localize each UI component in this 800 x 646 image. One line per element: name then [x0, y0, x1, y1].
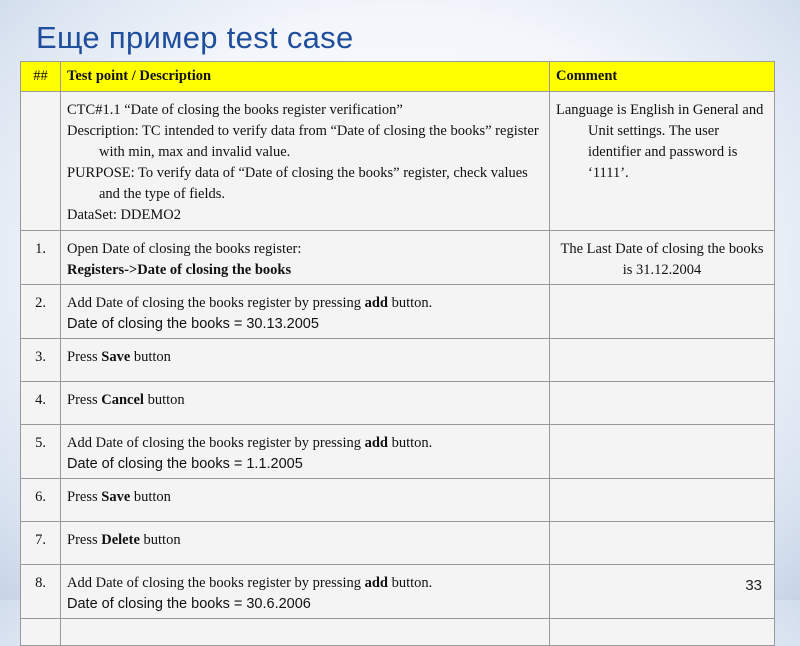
step-keyword: Save: [101, 349, 131, 365]
cell-comment: [550, 565, 775, 619]
table-row: [21, 231, 775, 285]
cell-number: 5.: [21, 425, 61, 479]
cell-number: [21, 619, 61, 646]
step-text-end: button: [139, 532, 181, 548]
table-row: [21, 522, 775, 565]
step-keyword: Save: [101, 489, 131, 505]
cell-description: [61, 619, 550, 646]
cell-comment: [550, 339, 775, 382]
step-keyword: add: [364, 295, 388, 311]
cell-description: [61, 92, 550, 231]
cell-description: [61, 479, 550, 522]
step-value: Date of closing the books = 1.1.2005: [67, 456, 303, 472]
cell-description: [61, 231, 550, 285]
cell-comment: [550, 522, 775, 565]
table-row: [21, 565, 775, 619]
step-keyword: Delete: [101, 532, 140, 548]
step-keyword: add: [364, 575, 388, 591]
comment-text: Language is English in General and Unit settings. The user identifier and password is ‘1111’.: [556, 102, 764, 181]
table-row: [21, 619, 775, 646]
table-row: [21, 285, 775, 339]
table-row: [21, 92, 775, 231]
step-text: Press: [67, 392, 102, 408]
step-value: Date of closing the books = 30.13.2005: [67, 316, 319, 332]
step-text-end: button.: [388, 295, 433, 311]
cell-number: 1.: [21, 231, 61, 285]
step-path: Registers->Date of closing the books: [67, 262, 292, 278]
step-text-end: button.: [388, 575, 433, 591]
step-text: Add Date of closing the books register by pressing: [67, 575, 365, 591]
cell-description: [61, 425, 550, 479]
cell-number: 7.: [21, 522, 61, 565]
table-row: [21, 382, 775, 425]
step-text: Add Date of closing the books register by pressing: [67, 435, 365, 451]
step-text-end: button: [130, 349, 171, 365]
cell-number: 3.: [21, 339, 61, 382]
comment-text: The Last Date of closing the books is 31.12.2004: [560, 241, 764, 278]
test-case-table: [20, 61, 775, 646]
cell-comment: [550, 92, 775, 231]
header-description: Test point / Description: [61, 62, 550, 92]
table-header-row: [21, 62, 775, 92]
cell-description: [61, 339, 550, 382]
cell-comment: [550, 231, 775, 285]
cell-comment: [550, 285, 775, 339]
header-comment: Comment: [550, 62, 775, 92]
cell-comment: [550, 479, 775, 522]
cell-number: 4.: [21, 382, 61, 425]
cell-comment: [550, 425, 775, 479]
slide-title: Еще пример test case: [36, 20, 354, 55]
step-text: Open Date of closing the books register:: [67, 241, 302, 257]
page-number: 33: [745, 577, 762, 594]
step-text-end: button: [130, 489, 171, 505]
cell-comment: [550, 382, 775, 425]
step-text: Add Date of closing the books register by pressing: [67, 295, 365, 311]
test-case-dataset: DataSet: DDEMO2: [67, 207, 181, 223]
step-text: Press: [67, 349, 102, 365]
table-row: [21, 479, 775, 522]
cell-description: [61, 565, 550, 619]
step-text-end: button.: [388, 435, 433, 451]
cell-comment: [550, 619, 775, 646]
header-number: ##: [21, 62, 61, 92]
step-text: Press: [67, 489, 102, 505]
cell-number: 8.: [21, 565, 61, 619]
step-text-end: button: [143, 392, 185, 408]
step-text: Press: [67, 532, 102, 548]
test-case-purpose: PURPOSE: To verify data of “Date of closing the books” register, check values and the type of fields.: [67, 165, 528, 202]
test-case-id: CTC#1.1 “Date of closing the books register verification”: [67, 102, 403, 118]
cell-description: [61, 382, 550, 425]
cell-number: [21, 92, 61, 231]
table-row: [21, 425, 775, 479]
step-keyword: Cancel: [101, 392, 144, 408]
step-value: Date of closing the books = 30.6.2006: [67, 596, 311, 612]
cell-number: 6.: [21, 479, 61, 522]
cell-description: [61, 285, 550, 339]
cell-description: [61, 522, 550, 565]
table-row: [21, 339, 775, 382]
cell-number: 2.: [21, 285, 61, 339]
step-keyword: add: [364, 435, 388, 451]
test-case-description: Description: TC intended to verify data from “Date of closing the books” register with min, max and invalid value.: [67, 123, 539, 160]
